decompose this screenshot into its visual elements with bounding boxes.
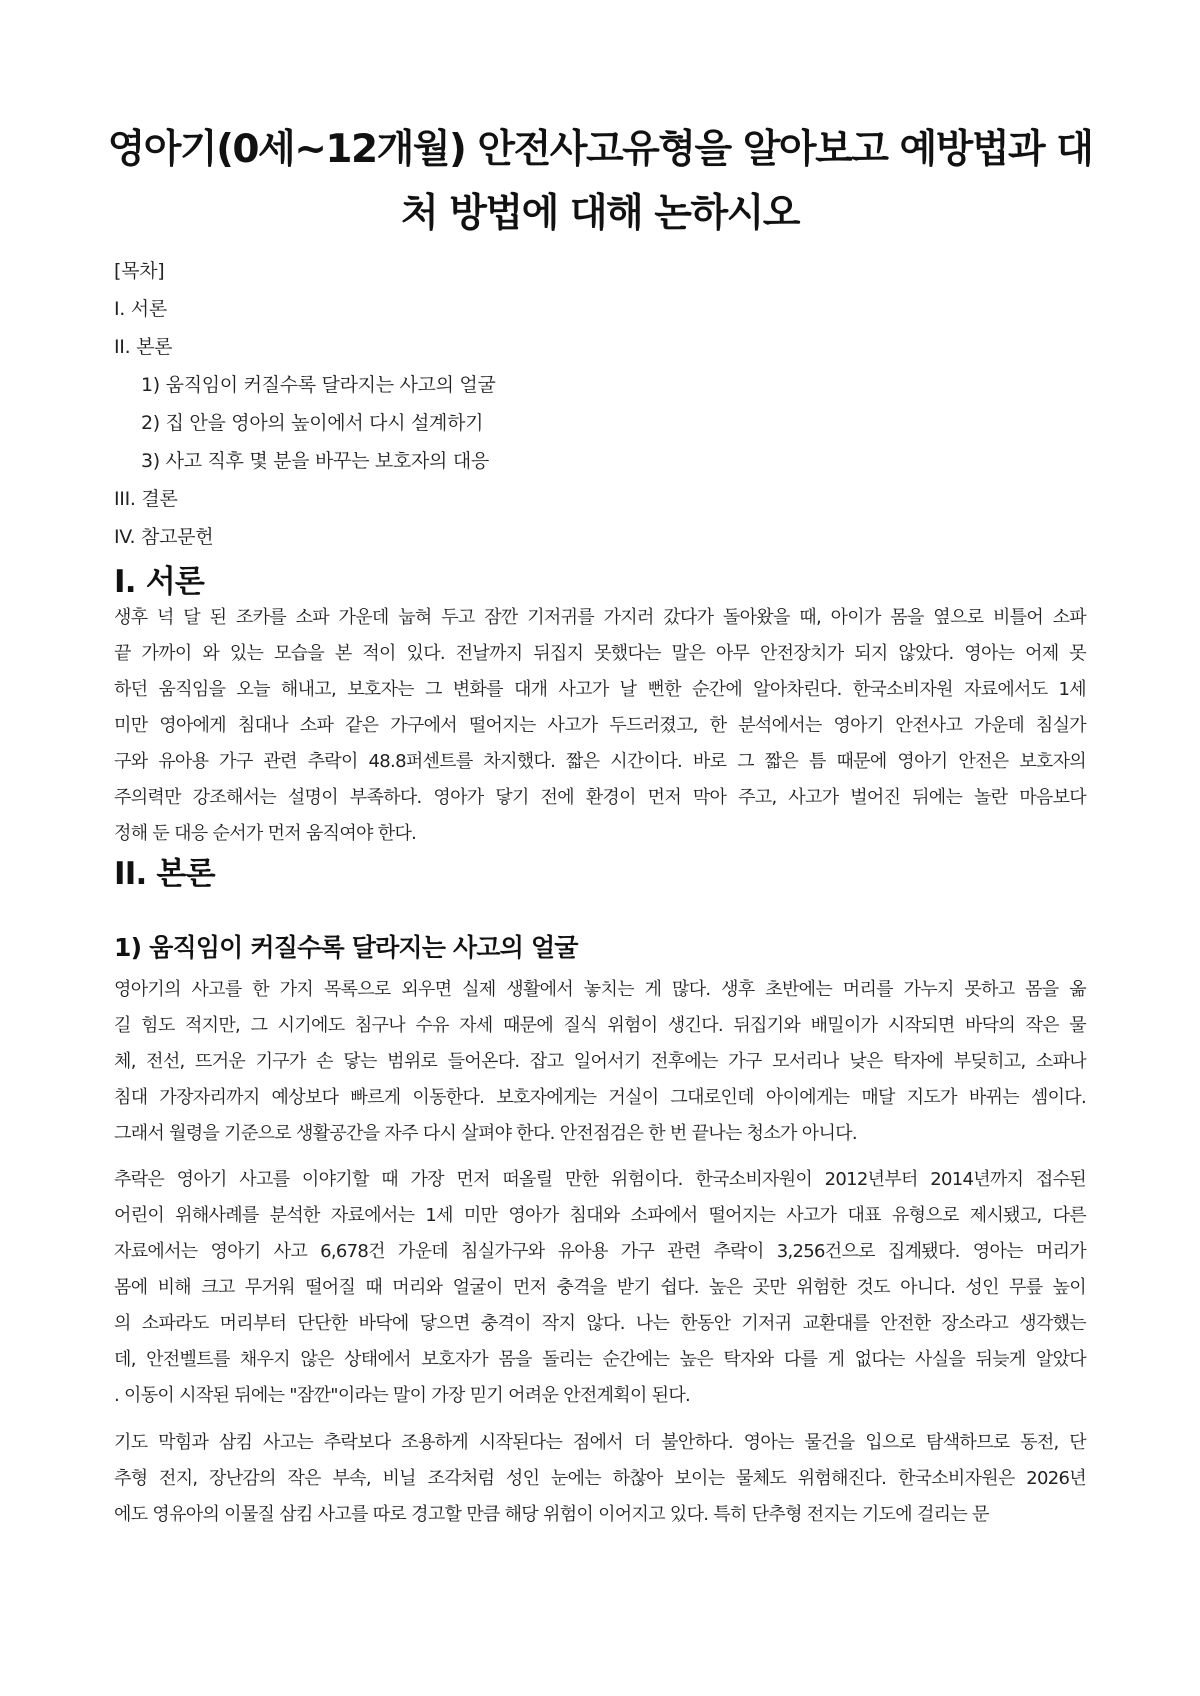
toc-item: II. 본론 bbox=[114, 336, 173, 358]
paragraph-line: 미만 영아에게 침대나 소파 같은 가구에서 떨어지는 사고가 두드러졌고, 한 분석에서는 영아기 안전사고 가운데 침실가 bbox=[114, 715, 1086, 736]
document-title: 영아기(0세~12개월) 안전사고유형을 알아보고 예방법과 대처 방법에 대해 논하시오 bbox=[107, 127, 1093, 236]
introduction-paragraph bbox=[114, 600, 1086, 852]
table-of-contents bbox=[114, 252, 1014, 556]
section-heading-body: II. 본론 bbox=[114, 856, 215, 892]
paragraph-line: 끝 가까이 와 있는 모습을 본 적이 있다. 전날까지 뒤집지 못했다는 말은 아무 안전장치가 되지 않았다. 영아는 어제 못 bbox=[114, 643, 1086, 664]
toc-item: III. 결론 bbox=[114, 488, 178, 510]
paragraph-line: 데, 안전벨트를 채우지 않은 상태에서 보호자가 몸을 돌리는 순간에는 높은 탁자와 다를 게 없다는 사실을 뒤늦게 알았다 bbox=[114, 1349, 1086, 1370]
paragraph-line: 주의력만 강조해서는 설명이 부족하다. 영아가 닿기 전에 환경이 먼저 막아 주고, 사고가 벌어진 뒤에는 놀란 마음보다 bbox=[114, 787, 1086, 808]
toc-item: IV. 참고문헌 bbox=[114, 526, 214, 548]
body-paragraph-2 bbox=[114, 1162, 1086, 1414]
paragraph-line: 침대 가장자리까지 예상보다 빠르게 이동한다. 보호자에게는 거실이 그대로인데 아이에게는 매달 지도가 바뀌는 셈이다. bbox=[114, 1087, 1086, 1108]
paragraph-line: 체, 전선, 뜨거운 기구가 손 닿는 범위로 들어온다. 잡고 일어서기 전후에는 가구 모서리나 낮은 탁자에 부딪히고, 소파나 bbox=[114, 1051, 1086, 1072]
toc-subitem: 3) 사고 직후 몇 분을 바꾸는 보호자의 대응 bbox=[141, 450, 489, 472]
paragraph-line: 영아기의 사고를 한 가지 목록으로 외우면 실제 생활에서 놓치는 게 많다. 생후 초반에는 머리를 가누지 못하고 몸을 옮 bbox=[114, 979, 1086, 1000]
toc-subitem: 1) 움직임이 커질수록 달라지는 사고의 얼굴 bbox=[141, 374, 496, 396]
paragraph-line: 정해 둔 대응 순서가 먼저 움직여야 한다. bbox=[114, 823, 417, 844]
paragraph-line: 생후 넉 달 된 조카를 소파 가운데 눕혀 두고 잠깐 기저귀를 가지러 갔다가 돌아왔을 때, 아이가 몸을 옆으로 비틀어 소파 bbox=[114, 607, 1086, 628]
subsection-heading-1: 1) 움직임이 커질수록 달라지는 사고의 얼굴 bbox=[114, 933, 578, 962]
toc-heading: [목차] bbox=[114, 260, 165, 282]
body-paragraph-3 bbox=[114, 1425, 1086, 1533]
paragraph-line: 자료에서는 영아기 사고 6,678건 가운데 침실가구와 유아용 가구 관련 추락이 3,256건으로 집계됐다. 영아는 머리가 bbox=[114, 1241, 1086, 1262]
paragraph-line: 어린이 위해사례를 분석한 자료에서는 1세 미만 영아가 침대와 소파에서 떨어지는 사고가 대표 유형으로 제시됐고, 다른 bbox=[114, 1205, 1086, 1226]
paragraph-line: 추형 전지, 장난감의 작은 부속, 비닐 조각처럼 성인 눈에는 하찮아 보이는 물체도 위험해진다. 한국소비자원은 2026년 bbox=[114, 1468, 1086, 1489]
paragraph-line: 에도 영유아의 이물질 삼킴 사고를 따로 경고할 만큼 해당 위험이 이어지고 있다. 특히 단추형 전지는 기도에 걸리는 문 bbox=[114, 1504, 989, 1525]
paragraph-line: 구와 유아용 가구 관련 추락이 48.8퍼센트를 차지했다. 짧은 시간이다. 바로 그 짧은 틈 때문에 영아기 안전은 보호자의 bbox=[114, 751, 1086, 772]
body-paragraph-1 bbox=[114, 972, 1086, 1152]
paragraph-line: 하던 움직임을 오늘 해내고, 보호자는 그 변화를 대개 사고가 날 뻔한 순간에 알아차린다. 한국소비자원 자료에서도 1세 bbox=[114, 679, 1086, 700]
paragraph-line: 기도 막힘과 삼킴 사고는 추락보다 조용하게 시작된다는 점에서 더 불안하다. 영아는 물건을 입으로 탐색하므로 동전, 단 bbox=[114, 1432, 1086, 1453]
paragraph-line: 추락은 영아기 사고를 이야기할 때 가장 먼저 떠올릴 만한 위험이다. 한국소비자원이 2012년부터 2014년까지 접수된 bbox=[114, 1169, 1086, 1190]
section-heading-introduction: I. 서론 bbox=[114, 564, 204, 600]
paragraph-line: . 이동이 시작된 뒤에는 "잠깐"이라는 말이 가장 믿기 어려운 안전계획이 된다. bbox=[114, 1385, 691, 1406]
toc-subitem: 2) 집 안을 영아의 높이에서 다시 설계하기 bbox=[141, 412, 484, 434]
toc-item: I. 서론 bbox=[114, 298, 167, 320]
paragraph-line: 몸에 비해 크고 무거워 떨어질 때 머리와 얼굴이 먼저 충격을 받기 쉽다. 높은 곳만 위험한 것도 아니다. 성인 무릎 높이 bbox=[114, 1277, 1086, 1298]
paragraph-line: 길 힘도 적지만, 그 시기에도 침구나 수유 자세 때문에 질식 위험이 생긴다. 뒤집기와 배밀이가 시작되면 바닥의 작은 물 bbox=[114, 1015, 1086, 1036]
paragraph-line: 그래서 월령을 기준으로 생활공간을 자주 다시 살펴야 한다. 안전점검은 한 번 끝나는 청소가 아니다. bbox=[114, 1123, 857, 1144]
paragraph-line: 의 소파라도 머리부터 단단한 바닥에 닿으면 충격이 작지 않다. 나는 한동안 기저귀 교환대를 안전한 장소라고 생각했는 bbox=[114, 1313, 1086, 1334]
